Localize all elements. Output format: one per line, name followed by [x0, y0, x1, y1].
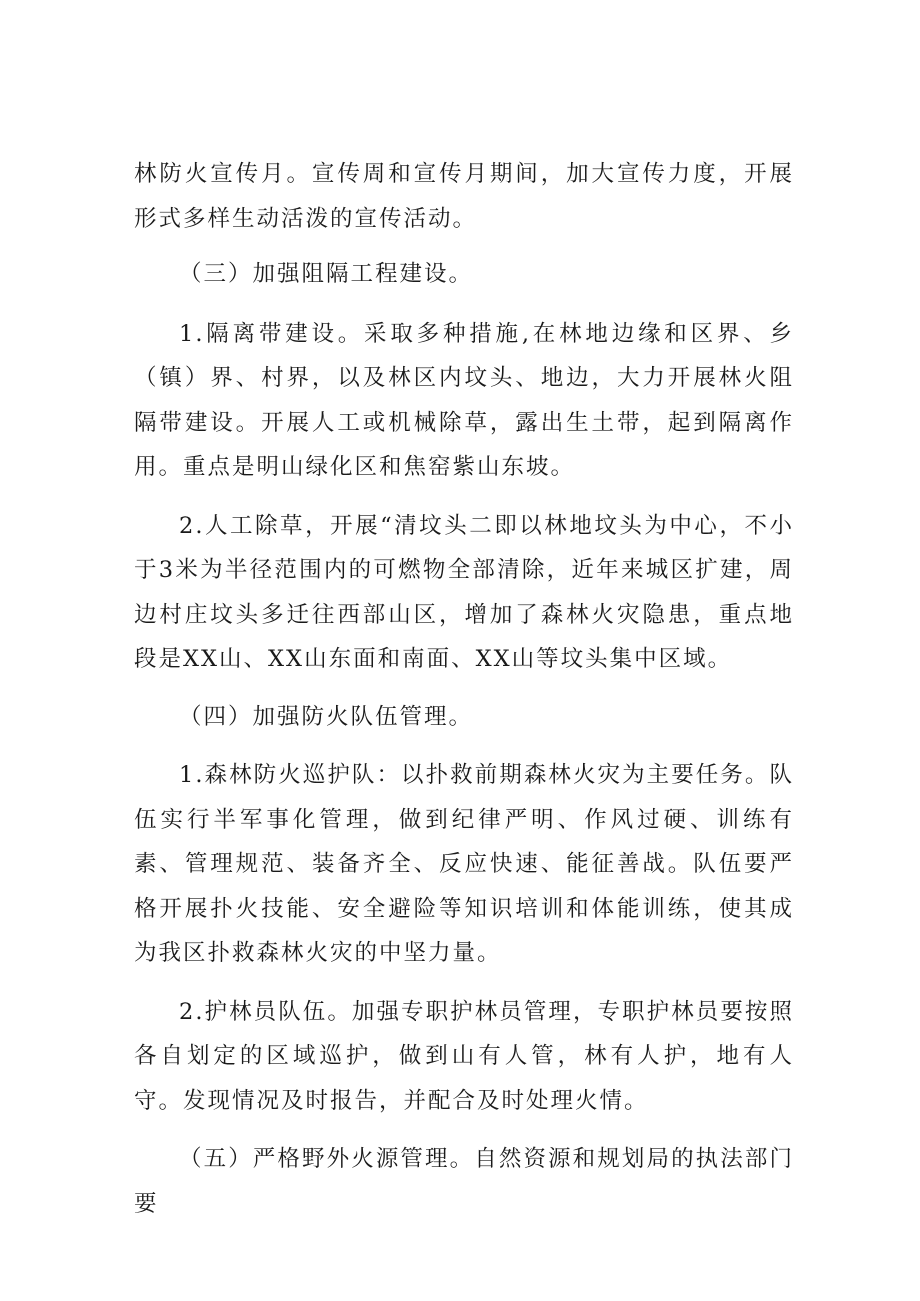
heading-section-5: （五）严格野外火源管理。自然资源和规划局的执法部门要	[134, 1146, 794, 1217]
paragraph-patrol-team: 1.森林防火巡护队：以扑救前期森林火灾为主要任务。队伍实行半军事化管理，做到纪律严明、作风过硬、训练有素、管理规范、装备齐全、反应快速、能征善战。队伍要严格开展扑火技能、安全避险等知识培训和体能训练，使其成为我区扑救森林火灾的中坚力量。	[134, 762, 794, 966]
heading-section-4: （四）加强防火队伍管理。	[179, 703, 474, 730]
paragraph-forest-rangers: 2.护林员队伍。加强专职护林员管理，专职护林员要按照各自划定的区域巡护，做到山有人管，林有人护，地有人守。发现情况及时报告，并配合及时处理火情。	[134, 998, 794, 1114]
paragraph-propaganda-month: 林防火宣传月。宣传周和宣传月期间，加大宣传力度，开展形式多样生动活泼的宣传活动。	[134, 161, 794, 232]
heading-section-3: （三）加强阻隔工程建设。	[179, 261, 474, 287]
document-body	[134, 152, 794, 1226]
paragraph-manual-weeding: 2.人工除草，开展“清坟头二即以林地坟头为中心，不小于3米为半径范围内的可燃物全部清除，近年来城区扩建，周边村庄坟头多迁往西部山区，增加了森林火灾隐患，重点地段是XX山、XX山东面和南面、XX山等坟头集中区域。	[134, 512, 794, 672]
paragraph-firebreak-construction: 1.隔离带建设。采取多种措施,在林地边缘和区界、乡（镇）界、村界，以及林区内坟头、地边，大力开展林火阻隔带建设。开展人工或机械除草，露出生土带，起到隔离作用。重点是明山绿化区和焦窑紫山东坡。	[134, 320, 794, 480]
